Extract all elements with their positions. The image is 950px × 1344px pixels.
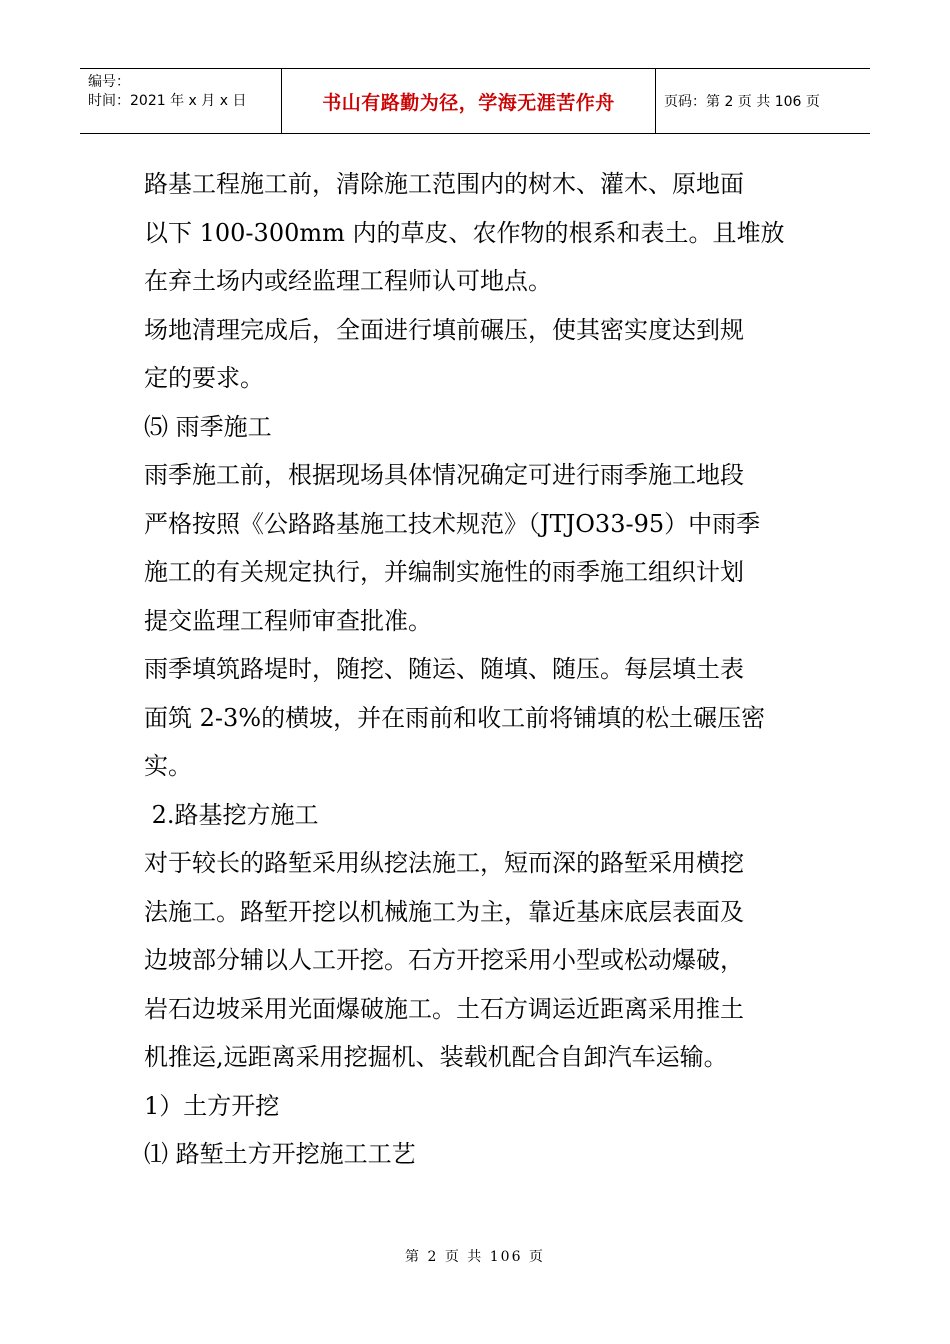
body-line: 边坡部分辅以人工开挖。石方开挖采用小型或松动爆破，	[144, 946, 744, 974]
body-line: 场地清理完成后，全面进行填前碾压，使其密实度达到规	[144, 315, 744, 344]
body-line: 对于较长的路堑采用纵挖法施工，短而深的路堑采用横挖	[144, 849, 744, 877]
body-line: 以下 100-300mm 内的草皮、农作物的根系和表土。且堆放	[144, 218, 785, 247]
header-motto: 书山有路勤为径，学海无涯苦作舟	[282, 69, 656, 133]
body-line: 面筑 2-3%的横坡，并在雨前和收工前将铺填的松土碾压密	[144, 703, 766, 732]
subsection-heading-earthwork: 1）土方开挖	[144, 1091, 280, 1120]
document-number-label: 编号：	[88, 74, 130, 90]
body-line: 严格按照《公路路基施工技术规范》（JTJO33-95）中雨季	[144, 509, 761, 538]
body-line: 定的要求。	[144, 364, 264, 392]
body-line: 实。	[144, 752, 192, 780]
header-meta	[80, 69, 282, 133]
page-header	[80, 68, 870, 134]
section-heading-excavation: 2.路基挖方施工	[144, 800, 319, 829]
body-line: 提交监理工程师审查批准。	[144, 606, 432, 635]
header-page-info: 页码：第 2 页 共 106 页	[664, 94, 820, 110]
body-line: 雨季填筑路堤时，随挖、随运、随填、随压。每层填土表	[144, 655, 744, 683]
body-line: 施工的有关规定执行，并编制实施性的雨季施工组织计划	[144, 558, 744, 586]
page-footer: 第 2 页 共 106 页	[405, 1249, 545, 1265]
body-line: 路基工程施工前，清除施工范围内的树木、灌木、原地面	[144, 170, 744, 198]
subsection-heading-process: ⑴ 路堑土方开挖施工工艺	[144, 1140, 416, 1168]
document-body	[144, 160, 816, 1179]
document-time-label: 时间：2021 年 x 月 x 日	[88, 93, 247, 109]
body-line: 法施工。路堑开挖以机械施工为主，靠近基床底层表面及	[144, 897, 744, 926]
section-heading-rainy-season: ⑸ 雨季施工	[144, 412, 272, 441]
body-line: 岩石边坡采用光面爆破施工。土石方调运近距离采用推土	[144, 994, 744, 1023]
body-line: 机推运,远距离采用挖掘机、装载机配合自卸汽车运输。	[144, 1043, 728, 1071]
body-line: 在弃土场内或经监理工程师认可地点。	[144, 267, 552, 295]
body-line: 雨季施工前，根据现场具体情况确定可进行雨季施工地段	[144, 461, 744, 489]
